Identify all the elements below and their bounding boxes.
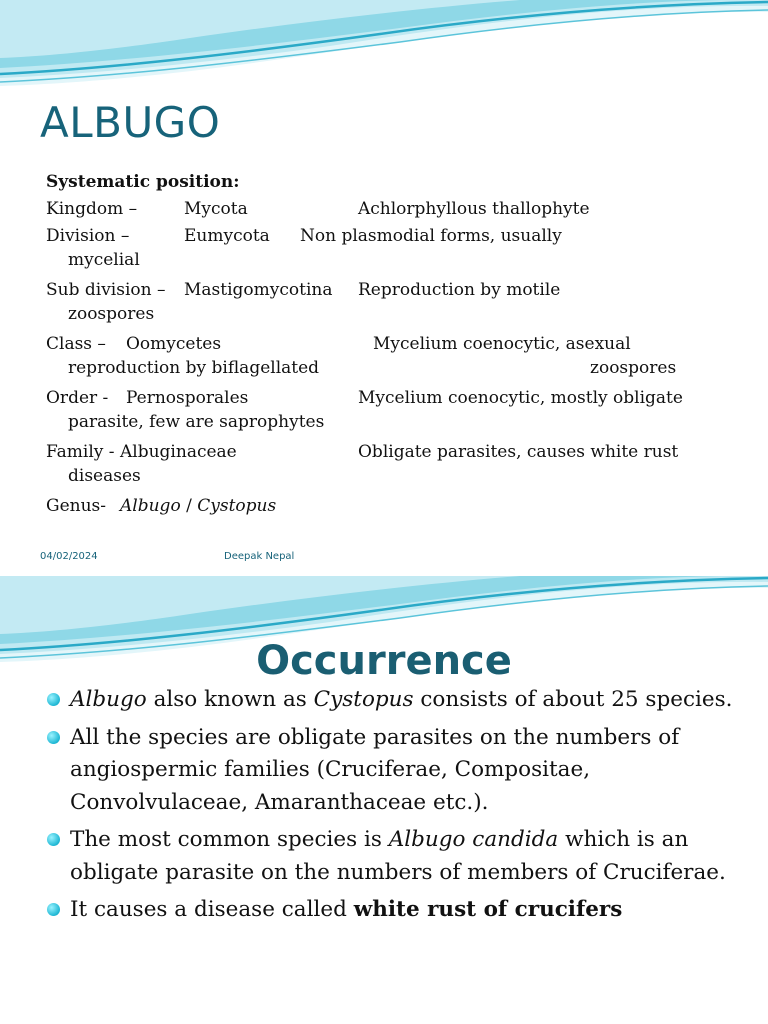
bullet-dot-icon (47, 731, 60, 744)
slide-title: ALBUGO (40, 98, 221, 147)
taxon-description-continued: zoospores (590, 358, 677, 378)
taxon-name: Pernosporales (126, 388, 249, 408)
slide-occurrence (0, 576, 768, 1024)
rank-label: Order - (46, 388, 109, 408)
systematic-position-block (46, 169, 746, 520)
taxon-name: Mycota (184, 199, 248, 219)
bullet-item (44, 824, 744, 889)
taxon-description-continued: reproduction by biflagellated (68, 358, 320, 378)
bullet-item (44, 894, 744, 927)
taxon-name: Oomycetes (126, 334, 222, 354)
taxon-description-continued: zoospores (68, 304, 155, 324)
footer-author: Deepak Nepal (224, 551, 295, 562)
classification-row-family (46, 439, 746, 466)
slide-title: Occurrence (256, 638, 512, 684)
bullet-text: Cystopus (313, 687, 414, 712)
rank-label (46, 493, 276, 520)
bullet-dot-icon (47, 903, 60, 916)
header-wave-decoration (0, 0, 768, 100)
genus-separator: / (180, 496, 198, 516)
taxon-description: Obligate parasites, causes white rust (358, 442, 679, 462)
rank-label: Class – (46, 334, 106, 354)
bullet-dot-icon (47, 693, 60, 706)
taxon-name: Eumycota (184, 226, 270, 246)
footer-date: 04/02/2024 (40, 551, 98, 562)
classification-row-class (46, 331, 746, 358)
bullet-text: All the species are obligate parasites on the numbers of angiospermic families (Cruciferae, Compositae, Convolvulaceae, Amaranthaceae etc.). (70, 724, 680, 815)
taxon-name: Albuginaceae (120, 442, 237, 462)
classification-row-division (46, 223, 746, 250)
taxon-description: Reproduction by motile (358, 280, 561, 300)
rank-label: Family - (46, 442, 115, 462)
genus-synonym: Cystopus (197, 496, 277, 516)
bullet-text: which is an obligate parasite on the numbers of members of Cruciferae. (70, 827, 726, 885)
bullet-item (44, 722, 744, 820)
taxon-description: Mycelium coenocytic, mostly obligate (358, 388, 683, 408)
taxon-description-continued: parasite, few are saprophytes (68, 412, 325, 432)
bullet-list (44, 684, 744, 932)
taxon-description-continued: mycelial (68, 250, 140, 270)
bullet-item (44, 684, 744, 717)
taxon-description: Non plasmodial forms, usually (300, 226, 562, 246)
bullet-text: consists of about 25 species. (413, 687, 733, 712)
bullet-text: Albugo (70, 687, 147, 712)
bullet-text: white rust of crucifers (353, 897, 623, 922)
classification-row-genus (46, 493, 746, 520)
bullet-text: The most common species is (70, 827, 389, 852)
rank-label: Sub division – (46, 280, 166, 300)
rank-label: Kingdom – (46, 199, 138, 219)
taxon-description: Mycelium coenocytic, asexual (373, 334, 631, 354)
bullet-text: Albugo candida (388, 827, 559, 852)
taxon-name: Mastigomycotina (184, 280, 333, 300)
classification-row-subdivision (46, 277, 746, 304)
bullet-text: also known as (146, 687, 314, 712)
classification-row-kingdom (46, 196, 746, 223)
bullet-dot-icon (47, 833, 60, 846)
taxon-description: Achlorphyllous thallophyte (358, 199, 590, 219)
rank-label: Division – (46, 226, 130, 246)
genus-label: Genus- (46, 496, 107, 516)
systematic-position-heading: Systematic position: (46, 172, 240, 192)
bullet-text: It causes a disease called (70, 897, 354, 922)
genus-name: Albugo (120, 496, 181, 516)
taxon-description-continued: diseases (68, 466, 141, 486)
classification-row-order (46, 385, 746, 412)
